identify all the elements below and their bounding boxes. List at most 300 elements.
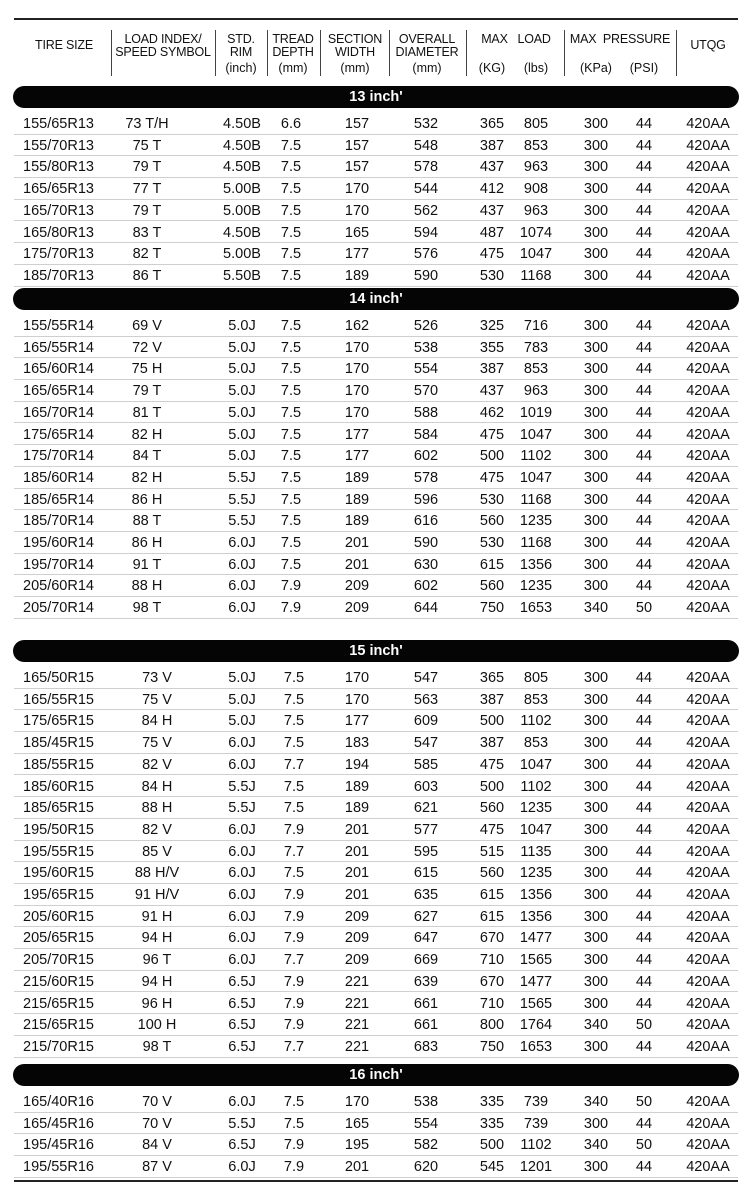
std-rim-cell: 6.0J: [228, 1094, 256, 1110]
overall-diameter-cell: 588: [413, 404, 439, 421]
max-load-lbs-cell: 1102: [520, 1137, 552, 1154]
header-overall-unit: (mm): [412, 61, 442, 75]
max-load-kg-cell: 750: [479, 1038, 505, 1055]
max-load-kg-cell: 560: [479, 513, 505, 530]
pressure-psi-cell: 44: [635, 137, 653, 154]
max-load-lbs-cell: 963: [523, 383, 549, 400]
max-load-kg-cell: 387: [479, 691, 505, 708]
std-rim-cell: 5.0J: [228, 426, 256, 443]
section-width-cell: 170: [344, 1094, 370, 1110]
std-rim-cell: 6.0J: [228, 908, 256, 925]
table-row: [0, 489, 750, 511]
table-row: [0, 754, 750, 776]
load-index-cell: 100 H: [137, 1017, 177, 1034]
tire-size-cell: 185/45R15: [23, 735, 94, 752]
overall-diameter-cell: 647: [413, 930, 439, 947]
section-bar: [13, 288, 739, 310]
overall-diameter-cell: 683: [413, 1038, 439, 1055]
tread-depth-cell: 7.9: [283, 887, 305, 903]
utqg-cell: 420AA: [686, 404, 730, 421]
utqg-cell: 420AA: [686, 1094, 730, 1110]
max-load-kg-cell: 437: [479, 202, 505, 219]
pressure-kpa-cell: 300: [583, 202, 609, 219]
utqg-cell: 420AA: [686, 469, 730, 486]
tread-depth-cell: 7.5: [280, 202, 302, 219]
pressure-psi-cell: 44: [635, 383, 653, 400]
overall-diameter-cell: 577: [413, 821, 439, 838]
pressure-psi-cell: 44: [635, 404, 653, 421]
section-width-cell: 209: [344, 578, 370, 595]
std-rim-cell: 6.0J: [228, 578, 256, 595]
utqg-cell: 420AA: [686, 952, 730, 969]
tire-size-cell: 185/65R15: [23, 800, 94, 817]
pressure-psi-cell: 44: [635, 318, 653, 334]
max-load-lbs-cell: 1168: [520, 535, 552, 551]
max-load-kg-cell: 530: [479, 491, 505, 508]
table-row: [0, 337, 750, 359]
tread-depth-cell: 7.5: [283, 865, 305, 882]
overall-diameter-cell: 554: [413, 361, 439, 378]
tire-size-cell: 195/55R15: [23, 843, 94, 860]
max-load-kg-cell: 365: [479, 670, 505, 686]
max-load-lbs-cell: 1235: [519, 865, 553, 882]
overall-diameter-cell: 669: [413, 952, 439, 969]
utqg-cell: 420AA: [686, 973, 730, 990]
max-load-kg-cell: 475: [479, 426, 505, 443]
section-title: 14 inch': [349, 291, 403, 307]
table-row: [0, 113, 750, 135]
pressure-psi-cell: 44: [635, 361, 653, 378]
tread-depth-cell: 7.5: [280, 556, 302, 573]
tire-size-cell: 165/65R14: [23, 383, 94, 400]
std-rim-cell: 6.0J: [228, 843, 256, 860]
max-load-lbs-cell: 1047: [519, 821, 553, 838]
pressure-psi-cell: 44: [635, 224, 653, 241]
table-row: [0, 445, 750, 467]
pressure-kpa-cell: 340: [583, 1017, 609, 1034]
section-width-cell: 165: [344, 1115, 370, 1132]
tread-depth-cell: 7.7: [283, 1038, 305, 1055]
overall-diameter-cell: 596: [413, 491, 439, 508]
tread-depth-cell: 7.9: [283, 1137, 305, 1154]
utqg-cell: 420AA: [686, 491, 730, 508]
load-index-cell: 88 T: [132, 513, 162, 530]
max-load-kg-cell: 560: [479, 865, 505, 882]
load-index-cell: 81 T: [132, 404, 162, 421]
std-rim-cell: 4.50B: [223, 116, 261, 132]
table-row: [0, 1014, 750, 1036]
section-width-cell: 170: [344, 670, 370, 686]
pressure-kpa-cell: 300: [583, 339, 609, 356]
table-row: [0, 776, 750, 798]
header-divider: [215, 30, 216, 76]
max-load-lbs-cell: 1565: [519, 995, 553, 1012]
section-width-cell: 209: [344, 952, 370, 969]
max-load-lbs-cell: 1074: [519, 224, 553, 241]
header-divider: [389, 30, 390, 76]
section-width-cell: 195: [344, 1137, 370, 1154]
section-width-cell: 189: [344, 491, 370, 508]
header-tread-unit: (mm): [278, 61, 308, 75]
top-rule: [14, 18, 738, 20]
std-rim-cell: 5.0J: [228, 361, 256, 378]
table-row: [0, 1091, 750, 1113]
std-rim-cell: 5.5J: [228, 513, 256, 530]
pressure-kpa-cell: 300: [583, 578, 609, 595]
pressure-psi-cell: 44: [635, 267, 653, 284]
load-index-cell: 86 T: [132, 267, 162, 284]
section-bar: [13, 640, 739, 662]
table-row: [0, 1134, 750, 1156]
max-load-kg-cell: 412: [479, 181, 505, 198]
load-index-cell: 82 H: [131, 469, 163, 486]
max-load-kg-cell: 670: [479, 930, 505, 947]
tire-size-cell: 205/70R15: [23, 952, 94, 969]
pressure-kpa-cell: 300: [583, 973, 609, 990]
utqg-cell: 420AA: [686, 361, 730, 378]
pressure-kpa-cell: 300: [583, 159, 609, 176]
pressure-kpa-cell: 340: [583, 1137, 609, 1154]
pressure-kpa-cell: 300: [583, 735, 609, 752]
overall-diameter-cell: 616: [413, 513, 439, 530]
tread-depth-cell: 7.9: [283, 973, 305, 990]
pressure-psi-cell: 44: [635, 930, 653, 947]
tread-depth-cell: 7.5: [280, 383, 302, 400]
max-load-kg-cell: 475: [479, 821, 505, 838]
overall-diameter-cell: 602: [413, 578, 439, 595]
table-row: [0, 1036, 750, 1058]
section-width-cell: 221: [344, 973, 370, 990]
table-row: [0, 424, 750, 446]
tire-size-cell: 165/60R14: [23, 361, 94, 378]
section-title: 15 inch': [349, 643, 403, 659]
tire-size-cell: 155/65R13: [23, 116, 94, 132]
tire-size-cell: 155/55R14: [23, 318, 94, 334]
section-width-cell: 157: [344, 137, 370, 154]
max-load-lbs-cell: 1135: [520, 843, 552, 860]
table-row: [0, 1156, 750, 1178]
max-load-kg-cell: 615: [479, 887, 505, 903]
pressure-kpa-cell: 300: [583, 821, 609, 838]
max-load-lbs-cell: 1047: [519, 469, 553, 486]
table-row: [0, 884, 750, 906]
utqg-cell: 420AA: [686, 339, 730, 356]
max-load-lbs-cell: 963: [523, 159, 549, 176]
std-rim-cell: 5.0J: [228, 670, 256, 686]
row-rule: [14, 1177, 738, 1178]
overall-diameter-cell: 620: [413, 1159, 439, 1176]
table-row: [0, 949, 750, 971]
max-load-lbs-cell: 1102: [520, 778, 552, 795]
tread-depth-cell: 7.5: [280, 491, 302, 508]
pressure-psi-cell: 44: [635, 1115, 653, 1132]
max-load-kg-cell: 500: [479, 1137, 505, 1154]
max-load-kg-cell: 615: [479, 908, 505, 925]
header-max-pressure: MAX PRESSURE: [569, 32, 671, 46]
pressure-kpa-cell: 300: [583, 800, 609, 817]
std-rim-cell: 5.0J: [228, 448, 256, 465]
max-load-kg-cell: 365: [479, 116, 505, 132]
header-divider: [267, 30, 268, 76]
header-kg-unit: (KG): [478, 61, 506, 75]
pressure-kpa-cell: 300: [583, 1038, 609, 1055]
section-width-cell: 201: [344, 843, 370, 860]
max-load-kg-cell: 500: [479, 713, 505, 730]
load-index-cell: 73 V: [142, 670, 172, 686]
section-width-cell: 177: [344, 246, 370, 263]
overall-diameter-cell: 590: [413, 267, 439, 284]
max-load-lbs-cell: 1764: [519, 1017, 553, 1034]
table-row: [0, 689, 750, 711]
load-index-cell: 82 V: [142, 821, 172, 838]
overall-diameter-cell: 563: [413, 691, 439, 708]
section-bar: [13, 86, 739, 108]
max-load-kg-cell: 670: [479, 973, 505, 990]
tread-depth-cell: 7.5: [280, 267, 302, 284]
table-row: [0, 200, 750, 222]
std-rim-cell: 6.0J: [228, 556, 256, 573]
table-row: [0, 467, 750, 489]
tire-size-cell: 185/70R14: [23, 513, 94, 530]
pressure-kpa-cell: 300: [583, 404, 609, 421]
overall-diameter-cell: 576: [413, 246, 439, 263]
load-index-cell: 91 T: [132, 556, 162, 573]
table-row: [0, 862, 750, 884]
std-rim-cell: 5.5J: [228, 469, 256, 486]
pressure-kpa-cell: 300: [583, 865, 609, 882]
pressure-kpa-cell: 300: [583, 930, 609, 947]
overall-diameter-cell: 603: [413, 778, 439, 795]
tire-size-cell: 185/70R13: [23, 267, 94, 284]
overall-diameter-cell: 538: [413, 339, 439, 356]
pressure-kpa-cell: 300: [583, 887, 609, 903]
tire-size-cell: 165/45R16: [23, 1115, 94, 1132]
table-row: [0, 971, 750, 993]
section-width-cell: 183: [344, 735, 370, 752]
overall-diameter-cell: 644: [413, 600, 439, 617]
max-load-kg-cell: 462: [479, 404, 505, 421]
max-load-kg-cell: 437: [479, 159, 505, 176]
std-rim-cell: 5.5J: [228, 1115, 256, 1132]
max-load-lbs-cell: 739: [523, 1094, 549, 1110]
tire-size-cell: 195/60R14: [23, 535, 94, 551]
overall-diameter-cell: 544: [413, 181, 439, 198]
max-load-lbs-cell: 853: [523, 735, 549, 752]
tire-size-cell: 195/60R15: [23, 865, 94, 882]
tread-depth-cell: 7.9: [283, 1017, 305, 1034]
load-index-cell: 79 T: [132, 202, 162, 219]
section-width-cell: 165: [344, 224, 370, 241]
utqg-cell: 420AA: [686, 318, 730, 334]
max-load-kg-cell: 560: [479, 578, 505, 595]
pressure-psi-cell: 44: [635, 181, 653, 198]
table-row: [0, 554, 750, 576]
pressure-psi-cell: 44: [635, 821, 653, 838]
std-rim-cell: 6.0J: [228, 930, 256, 947]
max-load-lbs-cell: 716: [523, 318, 549, 334]
std-rim-cell: 5.0J: [228, 339, 256, 356]
tread-depth-cell: 7.5: [280, 404, 302, 421]
section-width-cell: 221: [344, 1017, 370, 1034]
table-row: [0, 797, 750, 819]
tire-size-cell: 165/55R15: [23, 691, 94, 708]
std-rim-cell: 6.0J: [228, 865, 256, 882]
utqg-cell: 420AA: [686, 181, 730, 198]
max-load-kg-cell: 545: [479, 1159, 505, 1176]
pressure-kpa-cell: 300: [583, 246, 609, 263]
header-kpa-unit: (KPa): [580, 61, 612, 75]
std-rim-cell: 5.00B: [223, 202, 261, 219]
utqg-cell: 420AA: [686, 865, 730, 882]
table-row: [0, 1113, 750, 1135]
max-load-kg-cell: 387: [479, 735, 505, 752]
max-load-kg-cell: 325: [479, 318, 505, 334]
tread-depth-cell: 7.7: [283, 843, 305, 860]
overall-diameter-cell: 554: [413, 1115, 439, 1132]
max-load-lbs-cell: 1356: [519, 887, 553, 903]
tread-depth-cell: 7.5: [283, 713, 305, 730]
table-row: [0, 380, 750, 402]
std-rim-cell: 6.0J: [228, 887, 256, 903]
pressure-kpa-cell: 300: [583, 137, 609, 154]
max-load-lbs-cell: 908: [523, 181, 549, 198]
overall-diameter-cell: 594: [413, 224, 439, 241]
max-load-lbs-cell: 1653: [519, 600, 553, 617]
tread-depth-cell: 7.5: [283, 800, 305, 817]
std-rim-cell: 6.0J: [228, 535, 256, 551]
utqg-cell: 420AA: [686, 556, 730, 573]
max-load-kg-cell: 500: [479, 448, 505, 465]
pressure-kpa-cell: 300: [583, 778, 609, 795]
section-width-cell: 201: [344, 556, 370, 573]
max-load-lbs-cell: 1168: [520, 267, 552, 284]
utqg-cell: 420AA: [686, 1137, 730, 1154]
tire-size-cell: 165/80R13: [23, 224, 94, 241]
tire-size-cell: 215/65R15: [23, 1017, 94, 1034]
section-width-cell: 170: [344, 361, 370, 378]
pressure-psi-cell: 44: [635, 908, 653, 925]
header-divider: [466, 30, 467, 76]
row-rule: [14, 618, 738, 619]
utqg-cell: 420AA: [686, 713, 730, 730]
utqg-cell: 420AA: [686, 800, 730, 817]
table-row: [0, 222, 750, 244]
section-width-cell: 170: [344, 383, 370, 400]
table-row: [0, 243, 750, 265]
table-row: [0, 819, 750, 841]
pressure-psi-cell: 44: [635, 778, 653, 795]
pressure-kpa-cell: 300: [583, 224, 609, 241]
max-load-lbs-cell: 1019: [519, 404, 553, 421]
overall-diameter-cell: 621: [413, 800, 439, 817]
tread-depth-cell: 7.7: [283, 756, 305, 773]
utqg-cell: 420AA: [686, 821, 730, 838]
section-width-cell: 209: [344, 930, 370, 947]
tread-depth-cell: 7.9: [280, 578, 302, 595]
overall-diameter-cell: 661: [413, 1017, 439, 1034]
load-index-cell: 72 V: [132, 339, 162, 356]
pressure-psi-cell: 44: [635, 491, 653, 508]
tire-size-cell: 185/60R14: [23, 469, 94, 486]
load-index-cell: 77 T: [132, 181, 162, 198]
table-row: [0, 841, 750, 863]
max-load-kg-cell: 710: [479, 995, 505, 1012]
pressure-kpa-cell: 300: [583, 756, 609, 773]
load-index-cell: 88 H/V: [134, 865, 180, 882]
table-row: [0, 906, 750, 928]
max-load-kg-cell: 500: [479, 778, 505, 795]
max-load-lbs-cell: 1047: [519, 756, 553, 773]
max-load-lbs-cell: 1201: [519, 1159, 553, 1176]
max-load-kg-cell: 515: [479, 843, 505, 860]
pressure-kpa-cell: 300: [583, 426, 609, 443]
header-tread-depth: TREAD DEPTH: [272, 32, 314, 59]
max-load-lbs-cell: 1653: [519, 1038, 553, 1055]
utqg-cell: 420AA: [686, 1115, 730, 1132]
pressure-psi-cell: 44: [635, 202, 653, 219]
utqg-cell: 420AA: [686, 995, 730, 1012]
std-rim-cell: 6.0J: [228, 756, 256, 773]
section-width-cell: 201: [344, 865, 370, 882]
load-index-cell: 75 V: [142, 691, 172, 708]
overall-diameter-cell: 609: [413, 713, 439, 730]
tread-depth-cell: 7.5: [280, 339, 302, 356]
table-row: [0, 575, 750, 597]
overall-diameter-cell: 570: [413, 383, 439, 400]
std-rim-cell: 4.50B: [223, 224, 261, 241]
header-divider: [564, 30, 565, 76]
load-index-cell: 82 H: [131, 426, 163, 443]
tread-depth-cell: 7.5: [283, 778, 305, 795]
pressure-psi-cell: 44: [635, 116, 653, 132]
header-divider: [676, 30, 677, 76]
tire-size-cell: 175/65R15: [23, 713, 94, 730]
overall-diameter-cell: 547: [413, 735, 439, 752]
tread-depth-cell: 7.5: [280, 513, 302, 530]
tread-depth-cell: 7.5: [280, 535, 302, 551]
tread-depth-cell: 7.9: [283, 930, 305, 947]
utqg-cell: 420AA: [686, 1159, 730, 1176]
tire-size-cell: 155/70R13: [23, 137, 94, 154]
row-rule: [14, 1057, 738, 1058]
pressure-kpa-cell: 300: [583, 267, 609, 284]
tread-depth-cell: 7.9: [283, 1159, 305, 1176]
tread-depth-cell: 7.5: [283, 735, 305, 752]
utqg-cell: 420AA: [686, 930, 730, 947]
pressure-kpa-cell: 300: [583, 908, 609, 925]
pressure-kpa-cell: 300: [583, 181, 609, 198]
header-lbs-unit: (lbs): [523, 61, 549, 75]
pressure-kpa-cell: 300: [583, 361, 609, 378]
load-index-cell: 91 H: [141, 908, 173, 925]
tread-depth-cell: 7.5: [280, 137, 302, 154]
header-divider: [320, 30, 321, 76]
tread-depth-cell: 7.5: [280, 246, 302, 263]
std-rim-cell: 5.0J: [228, 318, 256, 334]
tread-depth-cell: 7.5: [280, 318, 302, 334]
header-section-unit: (mm): [340, 61, 370, 75]
table-row: [0, 597, 750, 619]
pressure-psi-cell: 44: [635, 691, 653, 708]
load-index-cell: 94 H: [141, 973, 173, 990]
pressure-psi-cell: 44: [635, 469, 653, 486]
pressure-psi-cell: 44: [635, 670, 653, 686]
load-index-cell: 96 T: [142, 952, 172, 969]
load-index-cell: 75 V: [142, 735, 172, 752]
tire-size-cell: 165/40R16: [23, 1094, 94, 1110]
load-index-cell: 87 V: [142, 1159, 172, 1176]
load-index-cell: 88 H: [141, 800, 173, 817]
